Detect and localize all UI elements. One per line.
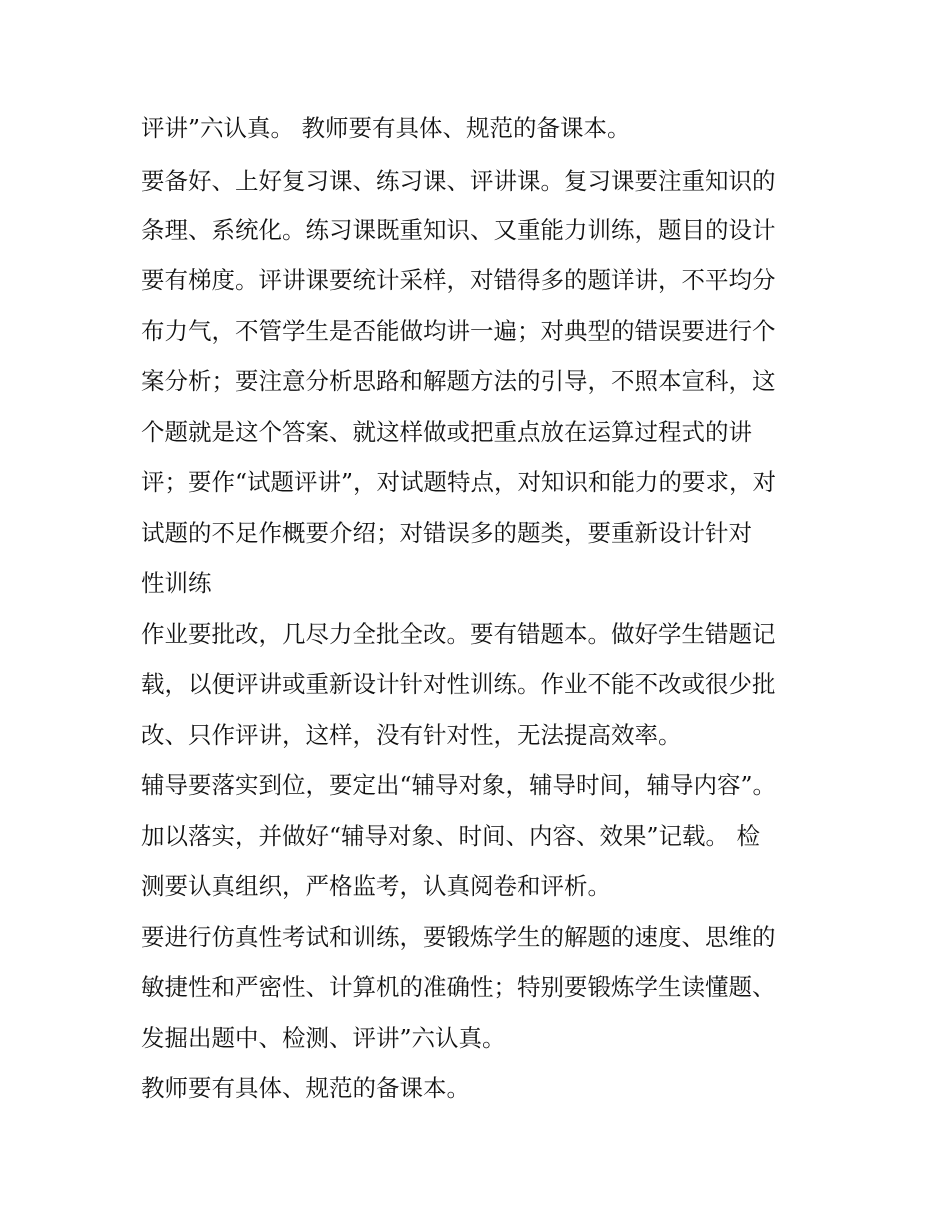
text-line-10: 性训练 [141, 569, 212, 597]
text-line-7: 个题就是这个答案、就这样做或把重点放在运算过程式的讲 [141, 418, 752, 446]
text-line-13: 改、只作评讲，这样，没有针对性，无法提高效率。 [141, 721, 682, 749]
text-line-12: 载，以便评讲或重新设计针对性训练。作业不能不改或很少批 [141, 670, 776, 698]
text-line-20: 教师要有具体、规范的备课本。 [141, 1074, 470, 1102]
text-line-19: 发掘出题中、检测、评讲”六认真。 [141, 1024, 506, 1052]
text-line-2: 要备好、上好复习课、练习课、评讲课。复习课要注重知识的 [141, 167, 776, 195]
text-line-8: 评；要作“试题评讲”，对试题特点，对知识和能力的要求，对 [141, 468, 777, 496]
text-line-17: 要进行仿真性考试和训练，要锻炼学生的解题的速度、思维的 [141, 923, 776, 951]
text-line-3: 条理、系统化。练习课既重知识、又重能力训练，题目的设计 [141, 216, 776, 244]
text-line-15: 加以落实，并做好“辅导对象、时间、内容、效果”记载。 检 [141, 822, 760, 850]
text-line-5: 布力气，不管学生是否能做均讲一遍；对典型的错误要进行个 [141, 317, 776, 345]
text-line-16: 测要认真组织，严格监考，认真阅卷和评析。 [141, 872, 611, 900]
text-line-9: 试题的不足作概要介绍；对错误多的题类，要重新设计针对 [141, 519, 752, 547]
text-line-6: 案分析；要注意分析思路和解题方法的引导，不照本宣科，这 [141, 367, 776, 395]
text-line-11: 作业要批改，几尽力全批全改。要有错题本。做好学生错题记 [141, 620, 776, 648]
text-line-1: 评讲”六认真。 教师要有具体、规范的备课本。 [141, 114, 631, 142]
text-line-14: 辅导要落实到位，要定出“辅导对象，辅导时间，辅导内容”。 [141, 771, 777, 799]
text-line-4: 要有梯度。评讲课要统计采样，对错得多的题详讲，不平均分 [141, 266, 776, 294]
text-line-18: 敏捷性和严密性、计算机的准确性；特别要锻炼学生读懂题、 [141, 973, 776, 1001]
